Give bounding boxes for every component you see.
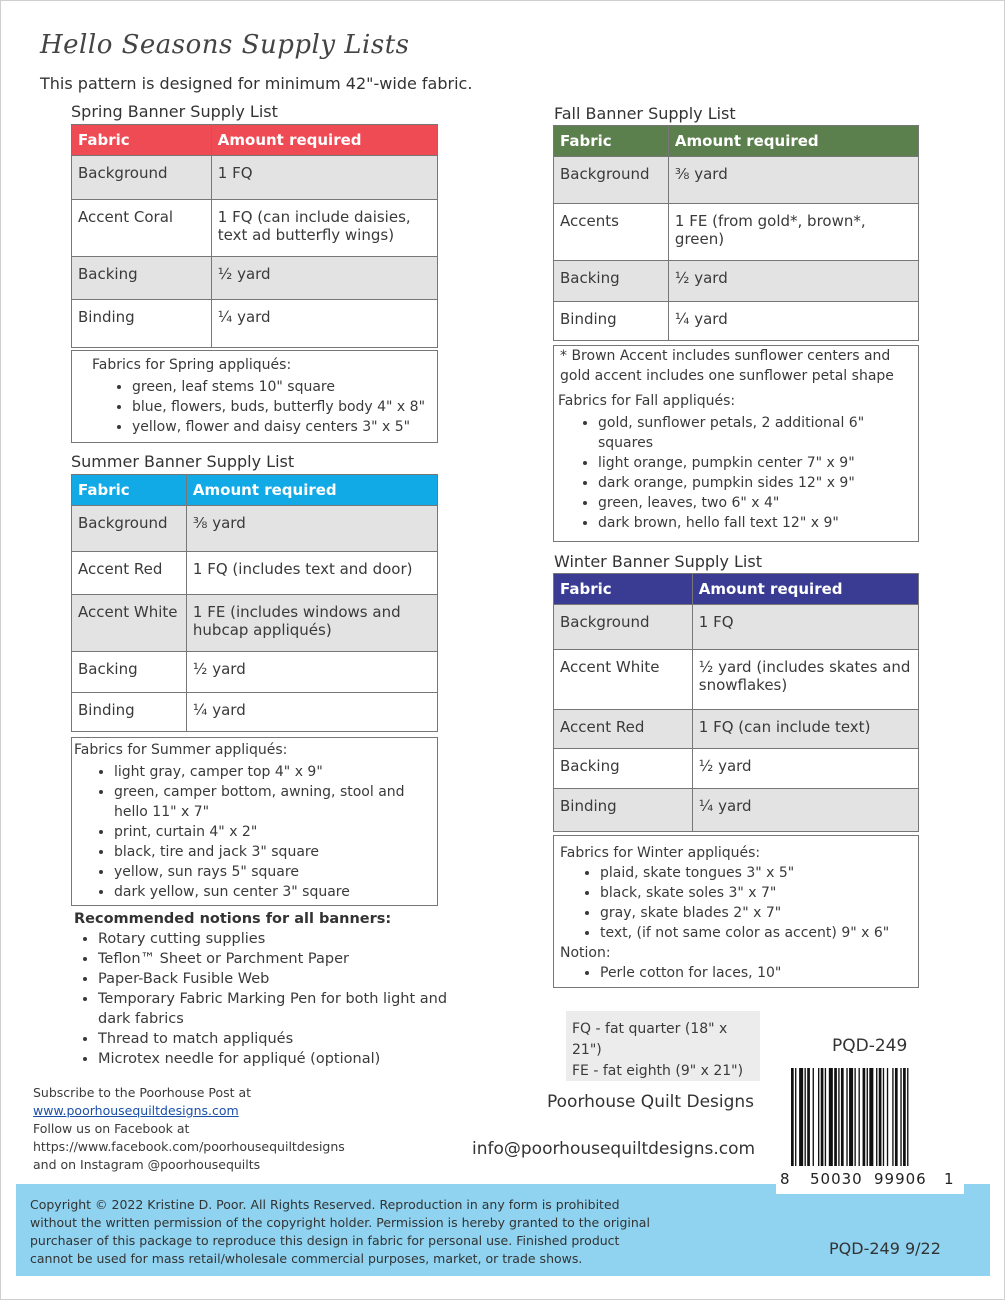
fall-applique-list: [558, 413, 918, 533]
fabric-cell: Background: [72, 506, 187, 552]
list-item: • gold, sunflower petals, 2 additional 6" squares: [598, 413, 918, 453]
table-row: [554, 605, 919, 650]
fabric-cell: Accent Red: [554, 710, 693, 749]
table-row: [554, 204, 919, 261]
list-item: • blue, flowers, buds, butterfly body 4" x 8": [132, 397, 437, 417]
winter-notion-label: Notion:: [560, 945, 611, 961]
winter-col-fabric: Fabric: [554, 574, 693, 605]
table-row: [72, 552, 438, 595]
list-item: • dark orange, pumpkin sides 12" x 9": [598, 473, 918, 493]
table-row: [72, 300, 438, 348]
fall-col-amount: Amount required: [668, 126, 918, 157]
fabric-cell: Binding: [72, 693, 187, 732]
summer-applique-box: [71, 737, 438, 906]
amount-cell: ¼ yard: [692, 789, 918, 832]
winter-notion-list: [560, 963, 918, 983]
barcode-bar: [859, 1068, 860, 1166]
barcode-bar: [791, 1068, 794, 1166]
list-item: • yellow, flower and daisy centers 3" x 5": [132, 417, 437, 437]
list-item: • light orange, pumpkin center 7" x 9": [598, 453, 918, 473]
barcode-bar: [813, 1068, 814, 1166]
amount-cell: 1 FQ (can include text): [692, 710, 918, 749]
table-row: [72, 200, 438, 257]
page-title: Hello Seasons Supply Lists: [40, 30, 410, 60]
notions-section: [74, 911, 474, 1069]
table-row: [554, 157, 919, 204]
subscribe-block: [33, 1084, 363, 1174]
amount-cell: ¼ yard: [186, 693, 437, 732]
winter-applique-label: Fabrics for Winter appliqués:: [560, 845, 761, 861]
amount-cell: 1 FQ (can include daisies, text ad butterfly wings): [211, 200, 437, 257]
barcode-bar: [879, 1068, 882, 1166]
amount-cell: 1 FE (from gold*, brown*, green): [668, 204, 918, 261]
winter-table: [553, 573, 919, 832]
contact-email: info@poorhousequiltdesigns.com: [472, 1139, 756, 1159]
spring-col-amount: Amount required: [211, 125, 437, 156]
fabric-cell: Background: [554, 157, 669, 204]
amount-cell: ½ yard (includes skates and snowflakes): [692, 650, 918, 710]
summer-header-row: [72, 475, 438, 506]
notions-list: [74, 929, 474, 1069]
website-link[interactable]: www.poorhousequiltdesigns.com: [33, 1103, 239, 1118]
barcode-bar: [876, 1068, 877, 1166]
table-row: [72, 506, 438, 552]
fall-heading: Fall Banner Supply List: [554, 104, 736, 123]
fabric-cell: Backing: [72, 652, 187, 693]
list-item: • black, tire and jack 3" square: [114, 842, 437, 862]
list-item: • light gray, camper top 4" x 9": [114, 762, 437, 782]
barcode-bar: [846, 1068, 847, 1166]
barcode-bar: [849, 1068, 853, 1166]
barcode-digits-left: 50030: [810, 1170, 863, 1188]
product-code: PQD-249: [832, 1036, 908, 1056]
barcode-bar: [795, 1068, 796, 1166]
barcode-bar: [838, 1068, 839, 1166]
list-item: • green, leaf stems 10" square: [132, 377, 437, 397]
product-code-date: PQD-249 9/22: [829, 1239, 941, 1258]
fabric-cell: Accent Coral: [72, 200, 212, 257]
barcode-bar: [883, 1068, 884, 1166]
barcode-digit-last: 1: [944, 1170, 954, 1188]
list-item: • plaid, skate tongues 3" x 5": [600, 863, 918, 883]
spring-applique-label: Fabrics for Spring appliqués:: [92, 357, 292, 373]
amount-cell: ¼ yard: [211, 300, 437, 348]
amount-cell: ⅜ yard: [186, 506, 437, 552]
barcode-bar: [895, 1068, 898, 1166]
barcode-bar: [892, 1068, 893, 1166]
barcode-bar: [805, 1068, 806, 1166]
barcode-bar: [863, 1068, 866, 1166]
barcode-bar: [867, 1068, 868, 1166]
barcode-bar: [825, 1068, 826, 1166]
barcode-bar: [887, 1068, 888, 1166]
fall-applique-label: Fabrics for Fall appliqués:: [558, 393, 736, 409]
barcode: [776, 1064, 964, 1194]
barcode-bar: [900, 1068, 901, 1166]
list-item: • Microtex needle for appliqué (optional): [98, 1049, 474, 1069]
facebook-text: Follow us on Facebook at: [33, 1121, 190, 1136]
table-row: [72, 257, 438, 300]
fabric-cell: Accents: [554, 204, 669, 261]
amount-cell: ½ yard: [692, 749, 918, 789]
fabric-cell: Accent White: [72, 595, 187, 652]
barcode-bar: [799, 1068, 803, 1166]
spring-table: [71, 124, 438, 348]
spring-header-row: [72, 125, 438, 156]
amount-cell: 1 FQ: [211, 156, 437, 200]
list-item: • Temporary Fabric Marking Pen for both light and dark fabrics: [98, 989, 474, 1029]
table-row: [72, 156, 438, 200]
table-row: [72, 693, 438, 732]
notions-heading: Recommended notions for all banners:: [74, 911, 392, 927]
table-row: [554, 302, 919, 341]
spring-applique-box: [71, 350, 438, 443]
fabric-cell: Background: [554, 605, 693, 650]
list-item: • dark brown, hello fall text 12" x 9": [598, 513, 918, 533]
legend-fe: FE - fat eighth (9" x 21"): [572, 1063, 744, 1079]
barcode-digits-right: 99906: [874, 1170, 927, 1188]
list-item: • Thread to match appliqués: [98, 1029, 474, 1049]
winter-applique-box: [553, 835, 919, 988]
amount-cell: ⅜ yard: [668, 157, 918, 204]
list-item: • green, leaves, two 6" x 4": [598, 493, 918, 513]
spring-applique-list: [92, 377, 437, 437]
fabric-cell: Accent Red: [72, 552, 187, 595]
copyright-text: Copyright © 2022 Kristine D. Poor. All Rights Reserved. Reproduction in any form is prohibited without the written permission of the copyright holder. Permission is hereby granted to the original purchaser of this package to reproduce this design in fabric for personal use. Finished product cannot be used for mass retail/wholesale commercial purposes, market, or trade shows.: [30, 1197, 650, 1266]
amount-cell: 1 FQ (includes text and door): [186, 552, 437, 595]
barcode-bar: [854, 1068, 855, 1166]
summer-col-amount: Amount required: [186, 475, 437, 506]
list-item: • Teflon™ Sheet or Parchment Paper: [98, 949, 474, 969]
list-item: • gray, skate blades 2" x 7": [600, 903, 918, 923]
amount-cell: ½ yard: [211, 257, 437, 300]
fabric-cell: Binding: [554, 302, 669, 341]
table-row: [554, 650, 919, 710]
winter-heading: Winter Banner Supply List: [554, 552, 762, 571]
list-item: • Paper-Back Fusible Web: [98, 969, 474, 989]
barcode-bar: [818, 1068, 819, 1166]
table-row: [554, 261, 919, 302]
amount-cell: ¼ yard: [668, 302, 918, 341]
fall-col-fabric: Fabric: [554, 126, 669, 157]
list-item: • Perle cotton for laces, 10": [600, 963, 918, 983]
amount-cell: ½ yard: [668, 261, 918, 302]
intro-text: This pattern is designed for minimum 42"-wide fabric.: [40, 74, 473, 93]
amount-cell: 1 FE (includes windows and hubcap appliqués): [186, 595, 437, 652]
fabric-cell: Binding: [72, 300, 212, 348]
barcode-bar: [903, 1068, 906, 1166]
legend-fq: FQ - fat quarter (18" x 21"): [572, 1021, 728, 1058]
summer-applique-list: [74, 762, 437, 902]
fabric-cell: Binding: [554, 789, 693, 832]
barcode-bar: [821, 1068, 824, 1166]
list-item: • yellow, sun rays 5" square: [114, 862, 437, 882]
facebook-url: https://www.facebook.com/poorhousequiltdesigns: [33, 1139, 345, 1154]
list-item: • green, camper bottom, awning, stool and hello 11" x 7": [114, 782, 437, 822]
spring-heading: Spring Banner Supply List: [71, 102, 278, 121]
list-item: • text, (if not same color as accent) 9" x 6": [600, 923, 918, 943]
fall-note: * Brown Accent includes sunflower centers and gold accent includes one sunflower petal shape: [560, 348, 894, 384]
abbreviation-legend: [566, 1011, 760, 1081]
barcode-bar: [807, 1068, 810, 1166]
barcode-digit-first: 8: [780, 1170, 790, 1188]
list-item: • Rotary cutting supplies: [98, 929, 474, 949]
fall-header-row: [554, 126, 919, 157]
brand-name: Poorhouse Quilt Designs: [547, 1092, 755, 1112]
barcode-bar: [834, 1068, 837, 1166]
table-row: [72, 595, 438, 652]
fabric-cell: Backing: [554, 749, 693, 789]
instagram-text: and on Instagram @poorhousequilts: [33, 1157, 261, 1172]
winter-header-row: [554, 574, 919, 605]
summer-heading: Summer Banner Supply List: [71, 452, 295, 471]
subscribe-text: Subscribe to the Poorhouse Post at: [33, 1085, 252, 1100]
barcode-bar: [869, 1068, 873, 1166]
table-row: [554, 710, 919, 749]
barcode-bar: [841, 1068, 844, 1166]
barcode-bar: [829, 1068, 833, 1166]
barcode-graphic: [776, 1064, 964, 1194]
barcode-bar: [907, 1068, 908, 1166]
amount-cell: 1 FQ: [692, 605, 918, 650]
table-row: [72, 652, 438, 693]
fabric-cell: Background: [72, 156, 212, 200]
spring-col-fabric: Fabric: [72, 125, 212, 156]
table-row: [554, 749, 919, 789]
summer-table: [71, 474, 438, 732]
winter-col-amount: Amount required: [692, 574, 918, 605]
fabric-cell: Backing: [554, 261, 669, 302]
list-item: • print, curtain 4" x 2": [114, 822, 437, 842]
amount-cell: ½ yard: [186, 652, 437, 693]
table-row: [554, 789, 919, 832]
fall-table: [553, 125, 919, 341]
fall-applique-box: [553, 345, 919, 542]
fabric-cell: Backing: [72, 257, 212, 300]
fabric-cell: Accent White: [554, 650, 693, 710]
summer-applique-label: Fabrics for Summer appliqués:: [74, 742, 288, 758]
summer-col-fabric: Fabric: [72, 475, 187, 506]
list-item: • dark yellow, sun center 3" square: [114, 882, 437, 902]
winter-applique-list: [560, 863, 918, 943]
list-item: • black, skate soles 3" x 7": [600, 883, 918, 903]
